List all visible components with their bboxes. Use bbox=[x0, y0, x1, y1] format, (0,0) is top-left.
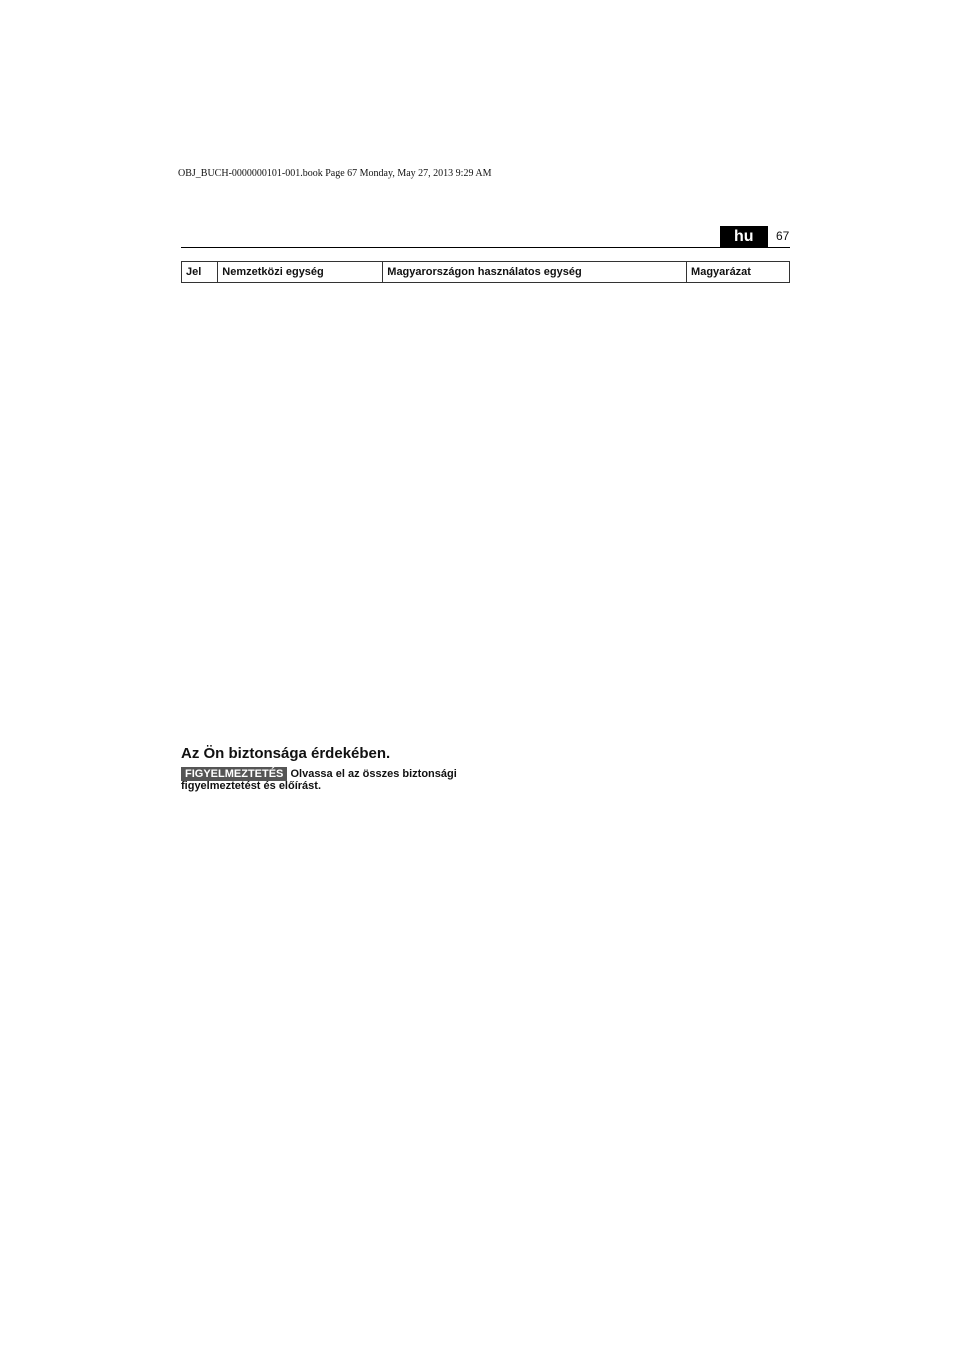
col-jel: Jel bbox=[182, 262, 218, 283]
header-rule bbox=[181, 247, 790, 248]
symbol-table bbox=[181, 261, 790, 283]
section-title: Az Ön biztonsága érdekében. bbox=[181, 745, 391, 762]
language-badge: hu bbox=[720, 226, 768, 248]
warning-text: Olvassa el az összes biztonsági figyelmeztetést és előírást. bbox=[181, 768, 457, 792]
warning-block bbox=[181, 768, 471, 792]
col-expl: Magyarázat bbox=[687, 262, 790, 283]
col-hu: Magyarországon használatos egység bbox=[383, 262, 687, 283]
warning-badge: FIGYELMEZTETÉS bbox=[181, 767, 287, 781]
print-header: OBJ_BUCH-0000000101-001.book Page 67 Monday, May 27, 2013 9:29 AM bbox=[178, 168, 492, 179]
col-intl: Nemzetközi egység bbox=[218, 262, 383, 283]
page-number: 67 bbox=[776, 229, 790, 243]
